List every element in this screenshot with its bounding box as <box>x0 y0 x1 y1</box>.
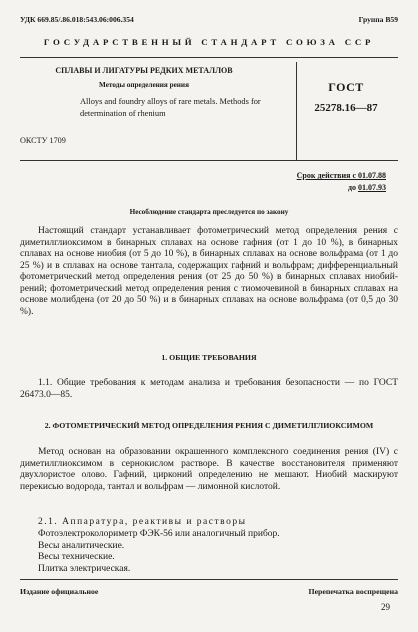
gost-designation <box>306 80 386 114</box>
footer-reprint-notice: Перепечатка воспрещена <box>308 587 398 596</box>
section-2-heading: 2. ФОТОМЕТРИЧЕСКИЙ МЕТОД ОПРЕДЕЛЕНИЯ РЕНИЯ С ДИМЕТИЛГЛИОКСИМОМ <box>44 421 374 430</box>
list-item: 2.1. Аппаратура, реактивы и растворы <box>38 517 247 527</box>
gost-label: ГОСТ <box>328 80 364 94</box>
state-standard-heading: ГОСУДАРСТВЕННЫЙ СТАНДАРТ СОЮЗА ССР <box>43 37 375 47</box>
validity-start: Срок действия с 01.07.88 <box>296 171 386 180</box>
intro-paragraph: Настоящий стандарт устанавливает фотометрический метод определения рения с диметилглиоксимом в бинарных сплавах на основе гафния (от 1 до 10 %), в бинарных сплавах на основе ниобия (от 5 до 10 %), в бинарных сплавах на основе вольфрама (от 1 до 25 %) и в сплавах на основе тантала, содержащих гафний и вольфрам; дифференциальный фотометрический метод определения рения (от 25 до 50 %) в бинарных сплавах ниобий-рений; фотометрический метод определения рения с тиомочевиной в бинарных сплавах на основе молибдена (от 20 до 50 %) и в бинарных сплавах на основе вольфрама (от 0,5 до 30 %). <box>20 226 398 317</box>
list-item: Фотоэлектроколориметр ФЭК-56 или аналогичный прибор. <box>38 528 280 539</box>
equipment-list <box>38 517 280 576</box>
section-2-text: Метод основан на образовании окрашенного комплексного соединения рения (IV) с диметилглиоксимом в сернокислом растворе. В качестве восстановителя применяют двухлористое олово. Гафний, цирконий определению не мешают. Ниобий маскируют перекисью водорода, тантал и вольфрам — лимонной кислотой. <box>20 447 398 492</box>
list-item: Весы аналитические. <box>38 540 125 551</box>
header-rule <box>20 57 398 58</box>
title-ru: СПЛАВЫ И ЛИГАТУРЫ РЕДКИХ МЕТАЛЛОВ <box>55 66 233 75</box>
title-bottom-rule <box>20 160 398 161</box>
title-en: Alloys and foundry alloys of rare metals. Methods for determination of rhenium <box>80 97 261 118</box>
validity-end-date: 01.07.93 <box>358 183 386 192</box>
section-1-text: 1.1. Общие требования к методам анализа и требования безопасности — по ГОСТ 26473.0—85. <box>20 378 398 400</box>
footer-official-edition: Издание официальное <box>20 587 99 596</box>
footer-rule <box>20 579 398 580</box>
title-block <box>20 66 288 119</box>
okstu-code: ОКСТУ 1709 <box>20 136 66 145</box>
group-code: Группа В59 <box>358 15 398 24</box>
validity-end-prefix: до <box>347 183 358 192</box>
udk-code: УДК 669.85/.86.018:543.06:006.354 <box>20 15 134 24</box>
subtitle-ru: Методы определения рения <box>99 81 189 89</box>
validity-period <box>297 170 386 194</box>
gost-number: 25278.16—87 <box>314 102 378 114</box>
list-item: Плитка электрическая. <box>38 564 131 575</box>
list-item: Весы технические. <box>38 552 115 563</box>
section-1-heading: 1. ОБЩИЕ ТРЕБОВАНИЯ <box>161 353 257 362</box>
legal-notice: Несоблюдение стандарта преследуется по закону <box>129 208 289 216</box>
title-divider <box>296 62 297 160</box>
page-number: 29 <box>381 602 390 612</box>
